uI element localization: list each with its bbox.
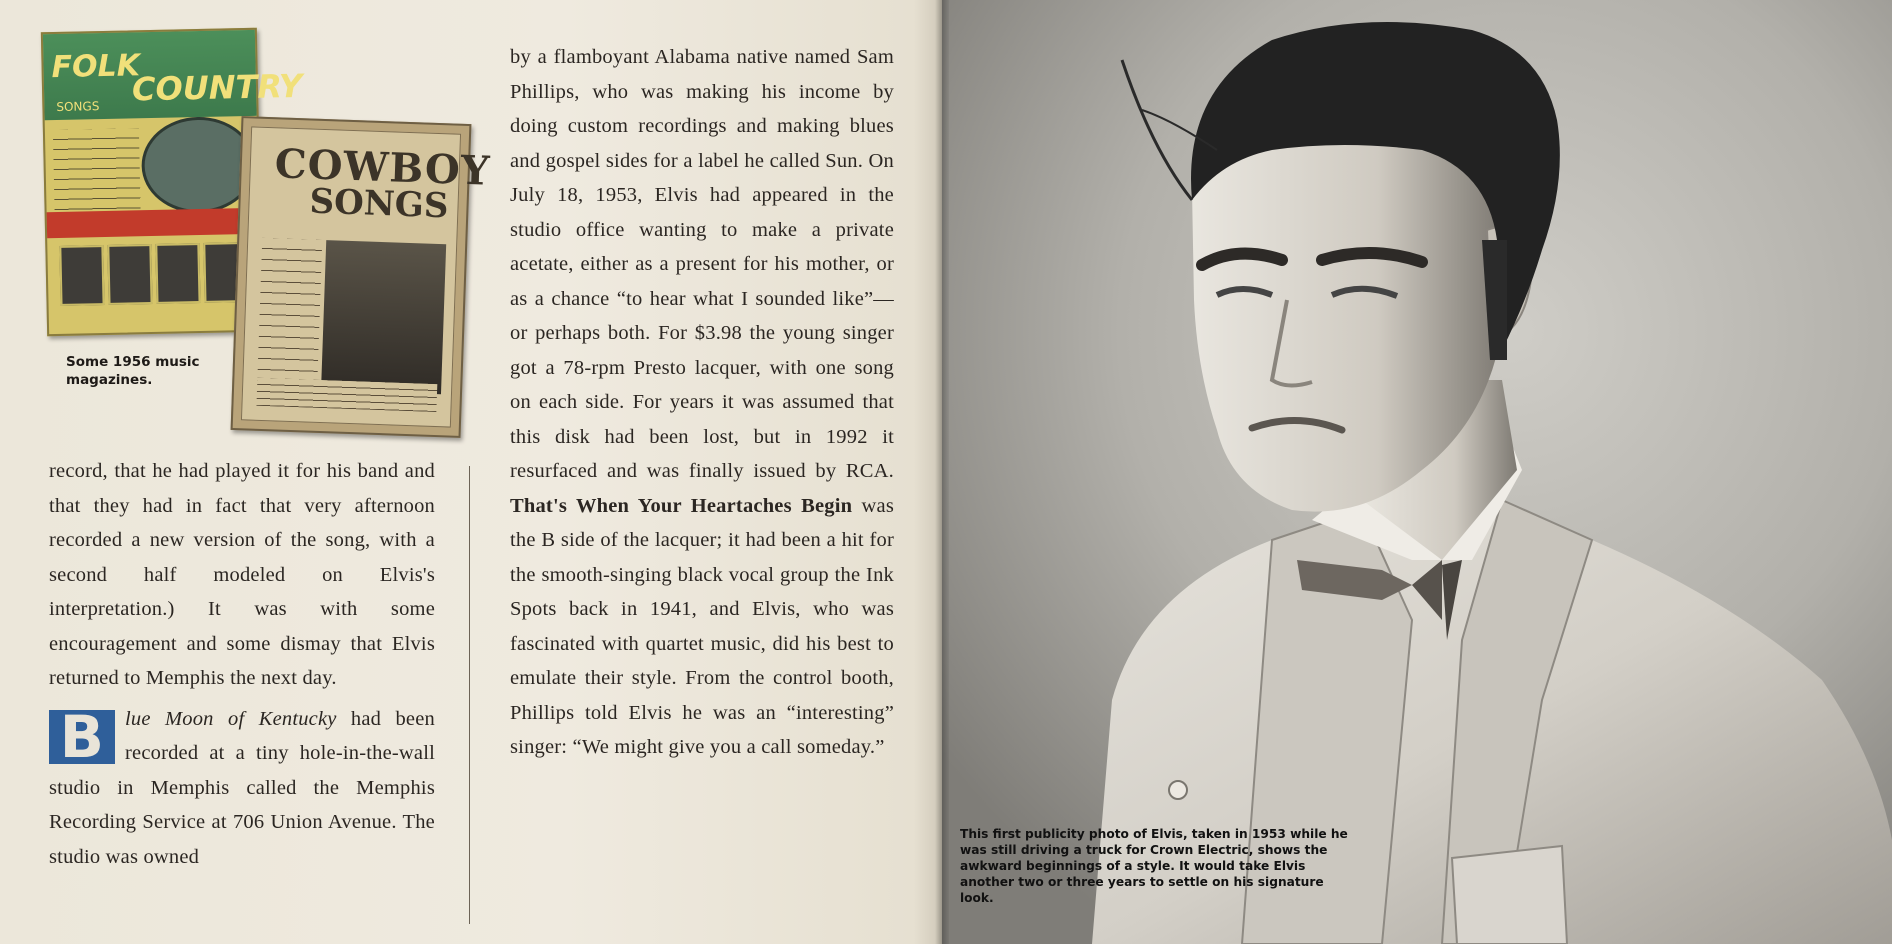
text-column-2 — [510, 40, 894, 765]
song-title: That's When Your Heartaches Begin — [510, 494, 853, 517]
magazine-title-country: COUNTRY — [131, 66, 303, 109]
magazines-caption: Some 1956 music magazines. — [66, 354, 200, 388]
song-title: lue Moon of Kentucky — [125, 707, 337, 730]
paragraph — [510, 40, 894, 765]
magazine-song-list — [257, 238, 322, 390]
paragraph-text: was the B side of the lacquer; it had been a hit for the smooth-singing black vocal group the Ink Spots back in 1941, and Elvis, who was fascinated with quartet music, did his best to emulate their style. From the control booth, Phillips told Elvis he was an “interesting” singer: “We might give you a call someday.” — [510, 494, 894, 758]
magazine-title-cowboy: COWBOY — [274, 140, 492, 195]
paragraph-text: by a flamboyant Alabama native named Sam Phillips, who was making his income by doing custom recordings and making blues and gospel sides for a label he called Sun. On July 18, 1953, Elvis had appeared in the studio office wanting to make a private acetate, either as a present for his mother, or as a chance “to hear what I sounded like”—or perhaps both. For $3.98 the young singer got a 78-rpm Presto lacquer, with one song on each side. For years it was assumed that this disk had been lost, but in 1992 it resurfaced and was finally issued by RCA. — [510, 46, 894, 482]
paragraph — [49, 702, 435, 875]
elvis-publicity-photo — [942, 0, 1892, 944]
magazine-cover — [241, 126, 492, 427]
drop-cap: B — [49, 710, 115, 764]
text-column-1 — [49, 454, 435, 874]
magazine-title-folk: FOLK — [51, 48, 141, 86]
magazine-subtitle-songs: SONGS — [56, 99, 100, 114]
left-page — [0, 0, 942, 944]
cowboy-songs-magazine — [231, 116, 492, 438]
magazine-thumbnail — [107, 244, 152, 305]
book-gutter — [935, 0, 949, 944]
photo-caption: This first publicity photo of Elvis, taken in 1953 while he was still driving a truck for Crown Electric, shows the awkward beginnings of a style. It would take Elvis another two or three years to settle on his signature look. — [960, 827, 1348, 905]
magazine-title-songs: SONGS — [308, 181, 450, 227]
magazine-thumbnail — [59, 245, 104, 306]
magazine-red-band — [47, 208, 259, 238]
paragraph-text: had been recorded at a tiny hole-in-the-wall studio in Memphis called the Memphis Recording Service at 706 Union Avenue. The studio was owned — [49, 707, 435, 868]
paragraph: record, that he had played it for his band and that they had in fact that very afternoon recorded a new version of the song, with a second half modeled on Elvis's interpretation.) It was with some encouragement and some dismay that Elvis returned to Memphis the next day. — [49, 460, 435, 689]
magazine-footer-text — [256, 378, 437, 412]
right-page — [942, 0, 1892, 944]
magazine-cover-photo — [321, 240, 446, 394]
column-divider — [469, 466, 470, 924]
magazine-thumbnail — [155, 243, 200, 304]
folk-country-songs-magazine — [41, 28, 303, 336]
